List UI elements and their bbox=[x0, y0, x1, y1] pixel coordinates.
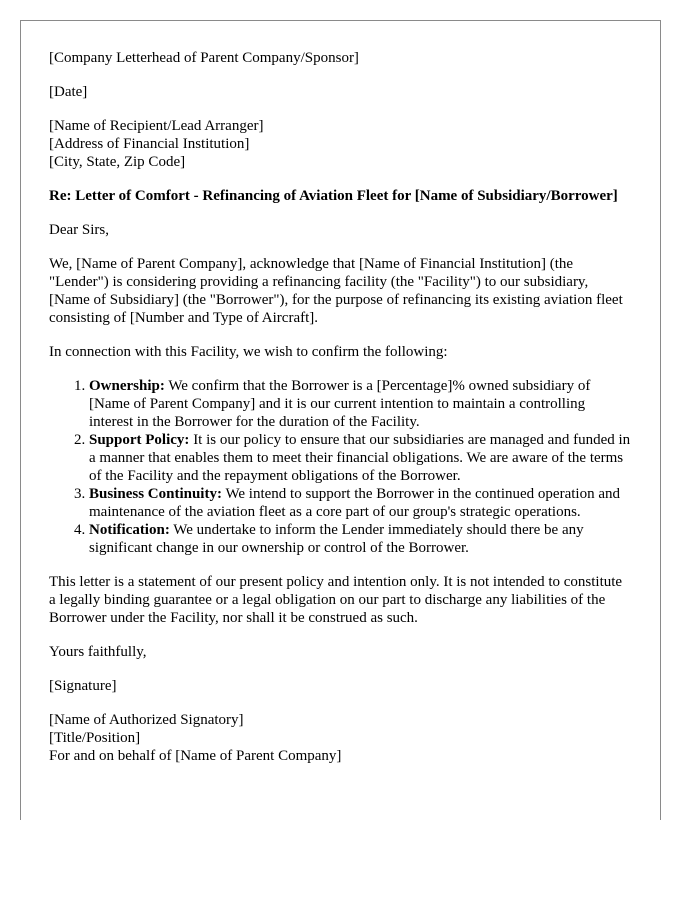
signature-placeholder: [Signature] bbox=[49, 678, 117, 694]
list-item bbox=[89, 431, 632, 485]
subject-line: Re: Letter of Comfort - Refinancing of Aviation Fleet for [Name of Subsidiary/Borrower] bbox=[49, 188, 618, 204]
signatory-name: [Name of Authorized Signatory] bbox=[49, 712, 244, 728]
closing: Yours faithfully, bbox=[49, 644, 147, 660]
item-term: Support Policy: bbox=[89, 432, 190, 448]
recipient-city: [City, State, Zip Code] bbox=[49, 154, 186, 170]
list-item bbox=[89, 521, 632, 557]
signatory-title: [Title/Position] bbox=[49, 730, 141, 746]
item-term: Ownership: bbox=[89, 378, 165, 394]
intro-paragraph: We, [Name of Parent Company], acknowledge that [Name of Financial Institution] (the "Lender") is considering providing a refinancing facility (the "Facility") to our subsidiary, [Name of Subsidiary] (the "Borrower"), for the purpose of refinancing its existing aviation fleet consisting of [Number and Type of Aircraft]. bbox=[49, 256, 623, 326]
confirmation-list bbox=[49, 377, 632, 557]
letter-page bbox=[20, 20, 661, 820]
closing-block bbox=[49, 643, 632, 765]
recipient-address: [Address of Financial Institution] bbox=[49, 136, 250, 152]
letter-date: [Date] bbox=[49, 84, 88, 100]
item-text: We undertake to inform the Lender immediately should there be any significant change in our ownership or control of the Borrower. bbox=[89, 522, 584, 556]
statement-paragraph: This letter is a statement of our present policy and intention only. It is not intended to constitute a legally binding guarantee or a legal obligation on our part to discharge any liabilities of the Borrower under the Facility, nor shall it be construed as such. bbox=[49, 574, 623, 626]
item-term: Business Continuity: bbox=[89, 486, 222, 502]
list-item bbox=[89, 485, 632, 521]
item-text: We confirm that the Borrower is a [Percentage]% owned subsidiary of [Name of Parent Company] and it is our current intention to maintain a controlling interest in the Borrower for the duration of the Facility. bbox=[89, 378, 591, 430]
recipient-block bbox=[49, 117, 632, 171]
salutation: Dear Sirs, bbox=[49, 222, 109, 238]
signatory-block bbox=[49, 711, 632, 765]
signatory-behalf: For and on behalf of [Name of Parent Company] bbox=[49, 748, 342, 764]
list-item bbox=[89, 377, 632, 431]
confirm-intro: In connection with this Facility, we wish to confirm the following: bbox=[49, 344, 448, 360]
recipient-name: [Name of Recipient/Lead Arranger] bbox=[49, 118, 264, 134]
letterhead: [Company Letterhead of Parent Company/Sponsor] bbox=[49, 50, 359, 66]
item-text: We intend to support the Borrower in the continued operation and maintenance of the aviation fleet as a core part of our group's strategic operations. bbox=[89, 486, 620, 520]
item-text: It is our policy to ensure that our subsidiaries are managed and funded in a manner that enables them to meet their financial obligations. We are aware of the terms of the Facility and the repayment obligations of the Borrower. bbox=[89, 432, 631, 484]
item-term: Notification: bbox=[89, 522, 170, 538]
